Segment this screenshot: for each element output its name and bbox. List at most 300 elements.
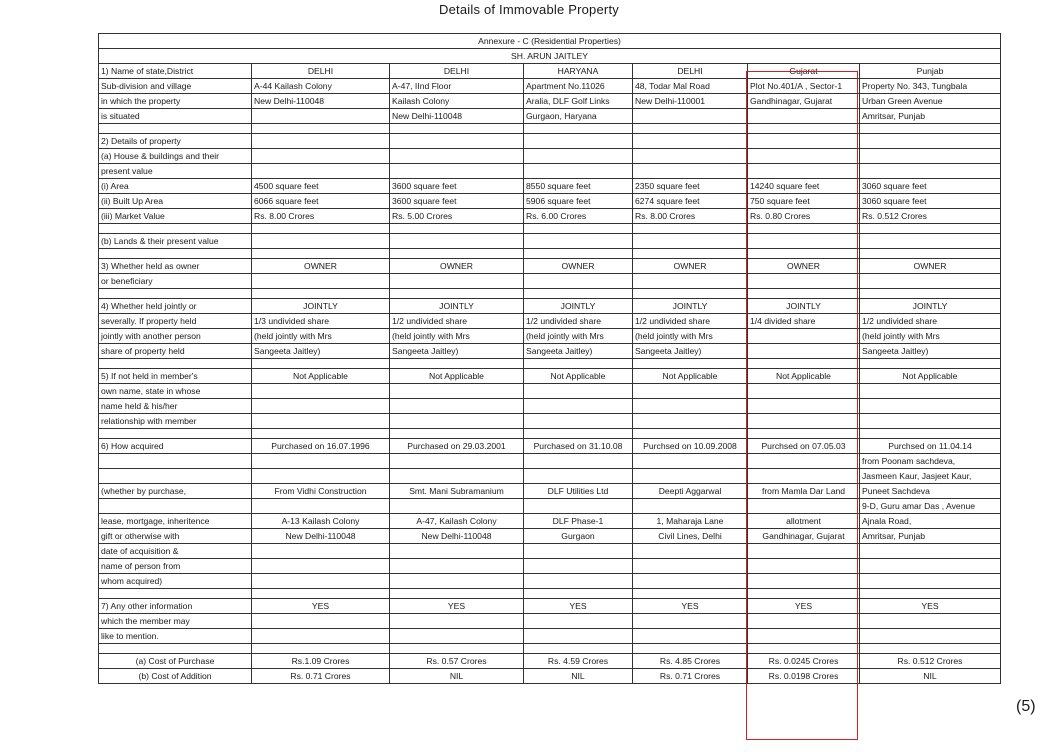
row-label-cell: which the member may	[99, 614, 252, 629]
value-cell: 1/2 undivided share	[524, 314, 633, 329]
empty-cell	[252, 544, 390, 559]
value-cell: OWNER	[633, 259, 748, 274]
value-cell: 5906 square feet	[524, 194, 633, 209]
empty-cell	[390, 629, 524, 644]
value-cell: Amritsar, Punjab	[860, 529, 1001, 544]
value-cell: Property No. 343, Tungbala	[860, 79, 1001, 94]
empty-cell	[633, 124, 748, 134]
value-cell: Gandhinagar, Gujarat	[748, 94, 860, 109]
empty-cell	[748, 499, 860, 514]
empty-cell	[633, 629, 748, 644]
acquired-row-10	[99, 574, 1001, 589]
value-cell: Rs. 0.80 Crores	[748, 209, 860, 224]
empty-cell	[524, 274, 633, 289]
empty-cell	[748, 574, 860, 589]
value-cell: 1/4 divided share	[748, 314, 860, 329]
empty-cell	[390, 574, 524, 589]
value-cell: from Mamla Dar Land	[748, 484, 860, 499]
state-header-cell: Punjab	[860, 64, 1001, 79]
empty-cell	[633, 164, 748, 179]
value-cell: 4500 square feet	[252, 179, 390, 194]
empty-cell	[633, 134, 748, 149]
value-cell: Amritsar, Punjab	[860, 109, 1001, 124]
row-label-cell: Sub-division and village	[99, 79, 252, 94]
value-cell	[748, 329, 860, 344]
empty-cell	[99, 429, 252, 439]
empty-cell	[390, 384, 524, 399]
acquired-row-1	[99, 439, 1001, 454]
value-cell: Not Applicable	[633, 369, 748, 384]
value-cell: Rs. 0.57 Crores	[390, 654, 524, 669]
empty-cell	[252, 574, 390, 589]
value-cell: Purchased on 29.03.2001	[390, 439, 524, 454]
value-cell: From Vidhi Construction	[252, 484, 390, 499]
empty-cell	[748, 614, 860, 629]
empty-cell	[860, 429, 1001, 439]
empty-cell	[748, 414, 860, 429]
blank-row	[99, 224, 1001, 234]
empty-cell	[633, 429, 748, 439]
value-cell: YES	[860, 599, 1001, 614]
value-cell: A-44 Kailash Colony	[252, 79, 390, 94]
empty-cell	[748, 469, 860, 484]
row-label-cell: 3) Whether held as owner	[99, 259, 252, 274]
value-cell: Urban Green Avenue	[860, 94, 1001, 109]
value-cell: 3600 square feet	[390, 179, 524, 194]
empty-cell	[252, 274, 390, 289]
value-cell: YES	[748, 599, 860, 614]
row-label-cell	[99, 454, 252, 469]
empty-cell	[524, 224, 633, 234]
row-label-cell: 6) How acquired	[99, 439, 252, 454]
value-cell	[748, 109, 860, 124]
row-label-cell: severally. If property held	[99, 314, 252, 329]
row-label-cell: 4) Whether held jointly or	[99, 299, 252, 314]
value-cell	[748, 344, 860, 359]
blank-row	[99, 124, 1001, 134]
empty-cell	[860, 559, 1001, 574]
row-label-cell: name held & his/her	[99, 399, 252, 414]
not-held-row-4	[99, 414, 1001, 429]
empty-cell	[524, 134, 633, 149]
empty-cell	[748, 164, 860, 179]
empty-cell	[524, 384, 633, 399]
empty-cell	[524, 414, 633, 429]
empty-cell	[633, 614, 748, 629]
immovable-property-table	[98, 33, 1001, 684]
row-label-cell: (a) House & buildings and their	[99, 149, 252, 164]
empty-cell	[524, 629, 633, 644]
empty-cell	[860, 164, 1001, 179]
empty-cell	[748, 644, 860, 654]
value-cell: 6066 square feet	[252, 194, 390, 209]
row-label-cell: 7) Any other information	[99, 599, 252, 614]
value-cell: Sangeeta Jaitley)	[633, 344, 748, 359]
empty-cell	[99, 124, 252, 134]
value-cell: Not Applicable	[860, 369, 1001, 384]
value-cell: A-47, IInd Floor	[390, 79, 524, 94]
value-cell: Civil Lines, Delhi	[633, 529, 748, 544]
empty-cell	[252, 499, 390, 514]
cost-purchase-row	[99, 654, 1001, 669]
value-cell	[252, 109, 390, 124]
empty-cell	[860, 234, 1001, 249]
empty-cell	[524, 544, 633, 559]
empty-cell	[524, 359, 633, 369]
cost-addition-row	[99, 669, 1001, 684]
value-cell: Rs. 0.512 Crores	[860, 209, 1001, 224]
value-cell: (held jointly with Mrs	[860, 329, 1001, 344]
empty-cell	[633, 234, 748, 249]
empty-cell	[748, 559, 860, 574]
value-cell: JOINTLY	[252, 299, 390, 314]
value-cell: (held jointly with Mrs	[390, 329, 524, 344]
jointly-row-4	[99, 344, 1001, 359]
empty-cell	[633, 249, 748, 259]
value-cell: Ajnala Road,	[860, 514, 1001, 529]
acquired-row-3	[99, 469, 1001, 484]
empty-cell	[390, 499, 524, 514]
empty-cell	[748, 134, 860, 149]
value-cell: Purchsed on 07.05.03	[748, 439, 860, 454]
empty-cell	[524, 574, 633, 589]
empty-cell	[860, 414, 1001, 429]
empty-cell	[252, 414, 390, 429]
value-cell: Sangeeta Jaitley)	[860, 344, 1001, 359]
value-cell: Purchased on 31.10.08	[524, 439, 633, 454]
header-annexure-row	[99, 34, 1001, 49]
value-cell: New Delhi-110048	[390, 529, 524, 544]
empty-cell	[748, 289, 860, 299]
empty-cell	[860, 359, 1001, 369]
address-row-2	[99, 94, 1001, 109]
empty-cell	[748, 274, 860, 289]
empty-cell	[390, 249, 524, 259]
value-cell: Not Applicable	[748, 369, 860, 384]
value-cell: DLF Phase-1	[524, 514, 633, 529]
empty-cell	[748, 399, 860, 414]
blank-row	[99, 289, 1001, 299]
header-person-row	[99, 49, 1001, 64]
row-label-cell: 5) If not held in member's	[99, 369, 252, 384]
empty-cell	[748, 544, 860, 559]
page-number: (5)	[1016, 698, 1036, 715]
value-cell: OWNER	[390, 259, 524, 274]
area-label: (i) Area	[99, 179, 252, 194]
empty-cell	[633, 574, 748, 589]
value-cell: 1, Maharaja Lane	[633, 514, 748, 529]
empty-cell	[252, 559, 390, 574]
value-cell: NIL	[390, 669, 524, 684]
empty-cell	[748, 249, 860, 259]
value-cell: New Delhi-110001	[633, 94, 748, 109]
empty-cell	[390, 274, 524, 289]
row-label-cell: date of acquisition &	[99, 544, 252, 559]
value-cell: Not Applicable	[524, 369, 633, 384]
empty-cell	[633, 644, 748, 654]
empty-cell	[252, 289, 390, 299]
empty-cell	[524, 149, 633, 164]
empty-cell	[860, 249, 1001, 259]
empty-cell	[524, 429, 633, 439]
value-cell: 48, Todar Mal Road	[633, 79, 748, 94]
empty-cell	[633, 559, 748, 574]
row-label-cell: lease, mortgage, inheritence	[99, 514, 252, 529]
value-cell: Purchsed on 11.04.14	[860, 439, 1001, 454]
empty-cell	[524, 124, 633, 134]
empty-cell	[524, 469, 633, 484]
empty-cell	[390, 149, 524, 164]
value-cell: 3060 square feet	[860, 179, 1001, 194]
empty-cell	[860, 149, 1001, 164]
value-cell: Gurgaon, Haryana	[524, 109, 633, 124]
empty-cell	[390, 124, 524, 134]
value-cell: Rs. 0.71 Crores	[633, 669, 748, 684]
address-row-1	[99, 79, 1001, 94]
row-label-cell: share of property held	[99, 344, 252, 359]
value-cell: (held jointly with Mrs	[633, 329, 748, 344]
value-cell: from Poonam sachdeva,	[860, 454, 1001, 469]
jointly-row-1	[99, 299, 1001, 314]
value-cell: New Delhi-110048	[252, 529, 390, 544]
value-cell: NIL	[524, 669, 633, 684]
row-label-cell: own name, state in whose	[99, 384, 252, 399]
empty-cell	[748, 359, 860, 369]
empty-cell	[633, 384, 748, 399]
value-cell: OWNER	[252, 259, 390, 274]
value-cell: A-13 Kailash Colony	[252, 514, 390, 529]
value-cell: Rs. 0.0198 Crores	[748, 669, 860, 684]
value-cell: JOINTLY	[860, 299, 1001, 314]
empty-cell	[633, 224, 748, 234]
empty-cell	[524, 614, 633, 629]
value-cell: Smt. Mani Subramanium	[390, 484, 524, 499]
row-label-cell: 1) Name of state,District	[99, 64, 252, 79]
empty-cell	[390, 614, 524, 629]
empty-cell	[860, 574, 1001, 589]
empty-cell	[390, 644, 524, 654]
value-cell: Apartment No.11026	[524, 79, 633, 94]
value-cell: Not Applicable	[390, 369, 524, 384]
empty-cell	[524, 399, 633, 414]
empty-cell	[748, 589, 860, 599]
value-cell: (held jointly with Mrs	[252, 329, 390, 344]
value-cell: Sangeeta Jaitley)	[252, 344, 390, 359]
value-cell: Rs. 0.512 Crores	[860, 654, 1001, 669]
empty-cell	[252, 629, 390, 644]
empty-cell	[860, 289, 1001, 299]
empty-cell	[252, 384, 390, 399]
empty-cell	[252, 614, 390, 629]
blank-row	[99, 429, 1001, 439]
empty-cell	[252, 644, 390, 654]
empty-cell	[99, 644, 252, 654]
other-info-row-2	[99, 614, 1001, 629]
row-label-cell: relationship with member	[99, 414, 252, 429]
built-up-row	[99, 194, 1001, 209]
empty-cell	[252, 249, 390, 259]
value-cell: OWNER	[860, 259, 1001, 274]
value-cell: allotment	[748, 514, 860, 529]
value-cell: 3060 square feet	[860, 194, 1001, 209]
acquired-row-9	[99, 559, 1001, 574]
empty-cell	[633, 274, 748, 289]
empty-cell	[633, 544, 748, 559]
state-header-cell: HARYANA	[524, 64, 633, 79]
empty-cell	[860, 544, 1001, 559]
empty-cell	[390, 134, 524, 149]
value-cell: Purchased on 16.07.1996	[252, 439, 390, 454]
empty-cell	[252, 149, 390, 164]
empty-cell	[252, 134, 390, 149]
value-cell	[633, 109, 748, 124]
value-cell: Rs. 4.59 Crores	[524, 654, 633, 669]
value-cell: JOINTLY	[390, 299, 524, 314]
empty-cell	[252, 124, 390, 134]
value-cell: 14240 square feet	[748, 179, 860, 194]
jointly-row-3	[99, 329, 1001, 344]
empty-cell	[390, 399, 524, 414]
empty-cell	[860, 614, 1001, 629]
empty-cell	[633, 289, 748, 299]
empty-cell	[390, 589, 524, 599]
value-cell: New Delhi-110048	[390, 109, 524, 124]
empty-cell	[524, 499, 633, 514]
value-cell: OWNER	[524, 259, 633, 274]
value-cell: Deepti Aggarwal	[633, 484, 748, 499]
value-cell: Plot No.401/A , Sector-1	[748, 79, 860, 94]
empty-cell	[99, 289, 252, 299]
row-label-cell: whom acquired)	[99, 574, 252, 589]
row-label-cell: gift or otherwise with	[99, 529, 252, 544]
built-up-label: (ii) Built Up Area	[99, 194, 252, 209]
value-cell: 6274 square feet	[633, 194, 748, 209]
row-label-cell: 2) Details of property	[99, 134, 252, 149]
other-info-row-3	[99, 629, 1001, 644]
value-cell: Sangeeta Jaitley)	[524, 344, 633, 359]
blank-row	[99, 359, 1001, 369]
value-cell: JOINTLY	[633, 299, 748, 314]
empty-cell	[252, 399, 390, 414]
empty-cell	[252, 429, 390, 439]
value-cell: Kailash Colony	[390, 94, 524, 109]
row-label-cell	[99, 499, 252, 514]
jointly-row-2	[99, 314, 1001, 329]
empty-cell	[748, 384, 860, 399]
row-label-cell	[99, 469, 252, 484]
acquired-row-6	[99, 514, 1001, 529]
value-cell: 8550 square feet	[524, 179, 633, 194]
value-cell: Rs. 4.85 Crores	[633, 654, 748, 669]
empty-cell	[524, 249, 633, 259]
empty-cell	[748, 149, 860, 164]
value-cell: YES	[524, 599, 633, 614]
row-label-cell: jointly with another person	[99, 329, 252, 344]
value-cell: 1/2 undivided share	[860, 314, 1001, 329]
blank-row	[99, 644, 1001, 654]
empty-cell	[748, 124, 860, 134]
empty-cell	[633, 359, 748, 369]
state-header-cell: DELHI	[390, 64, 524, 79]
empty-cell	[252, 164, 390, 179]
value-cell: New Delhi-110048	[252, 94, 390, 109]
empty-cell	[99, 589, 252, 599]
empty-cell	[748, 224, 860, 234]
empty-cell	[860, 384, 1001, 399]
value-cell: YES	[633, 599, 748, 614]
value-cell: 1/2 undivided share	[633, 314, 748, 329]
empty-cell	[633, 469, 748, 484]
empty-cell	[390, 429, 524, 439]
owner-row	[99, 259, 1001, 274]
beneficiary-row	[99, 274, 1001, 289]
value-cell: Puneet Sachdeva	[860, 484, 1001, 499]
acquired-row-2	[99, 454, 1001, 469]
value-cell: Rs. 6.00 Crores	[524, 209, 633, 224]
value-cell: Jasmeen Kaur, Jasjeet Kaur,	[860, 469, 1001, 484]
empty-cell	[252, 234, 390, 249]
details-row-2	[99, 149, 1001, 164]
empty-cell	[860, 124, 1001, 134]
empty-cell	[524, 164, 633, 179]
row-label-cell: or beneficiary	[99, 274, 252, 289]
value-cell: DLF Utilities Ltd	[524, 484, 633, 499]
empty-cell	[390, 559, 524, 574]
states-row	[99, 64, 1001, 79]
state-header-cell: DELHI	[633, 64, 748, 79]
cost-addition-label: (b) Cost of Addition	[99, 669, 252, 684]
empty-cell	[860, 134, 1001, 149]
person-name-heading: SH. ARUN JAITLEY	[99, 49, 1001, 64]
details-row-1	[99, 134, 1001, 149]
value-cell: 1/2 undivided share	[390, 314, 524, 329]
empty-cell	[633, 149, 748, 164]
blank-row	[99, 589, 1001, 599]
empty-cell	[99, 224, 252, 234]
value-cell: YES	[252, 599, 390, 614]
market-value-row	[99, 209, 1001, 224]
property-table-wrap	[98, 33, 1001, 684]
row-label-cell: present value	[99, 164, 252, 179]
acquired-row-8	[99, 544, 1001, 559]
empty-cell	[390, 224, 524, 234]
value-cell: (held jointly with Mrs	[524, 329, 633, 344]
state-header-cell: Gujarat	[748, 64, 860, 79]
empty-cell	[860, 399, 1001, 414]
empty-cell	[252, 224, 390, 234]
lands-row	[99, 234, 1001, 249]
empty-cell	[252, 454, 390, 469]
empty-cell	[633, 454, 748, 469]
row-label-cell: (whether by purchase,	[99, 484, 252, 499]
empty-cell	[748, 454, 860, 469]
acquired-row-7	[99, 529, 1001, 544]
value-cell: Aralia, DLF Golf Links	[524, 94, 633, 109]
value-cell: 9-D, Guru amar Das , Avenue	[860, 499, 1001, 514]
empty-cell	[860, 644, 1001, 654]
empty-cell	[390, 414, 524, 429]
other-info-row-1	[99, 599, 1001, 614]
value-cell: 1/3 undivided share	[252, 314, 390, 329]
empty-cell	[390, 454, 524, 469]
empty-cell	[390, 359, 524, 369]
value-cell: NIL	[860, 669, 1001, 684]
value-cell: Purchsed on 10.09.2008	[633, 439, 748, 454]
empty-cell	[390, 234, 524, 249]
value-cell: 2350 square feet	[633, 179, 748, 194]
empty-cell	[748, 629, 860, 644]
document-title: Details of Immovable Property	[439, 2, 619, 17]
